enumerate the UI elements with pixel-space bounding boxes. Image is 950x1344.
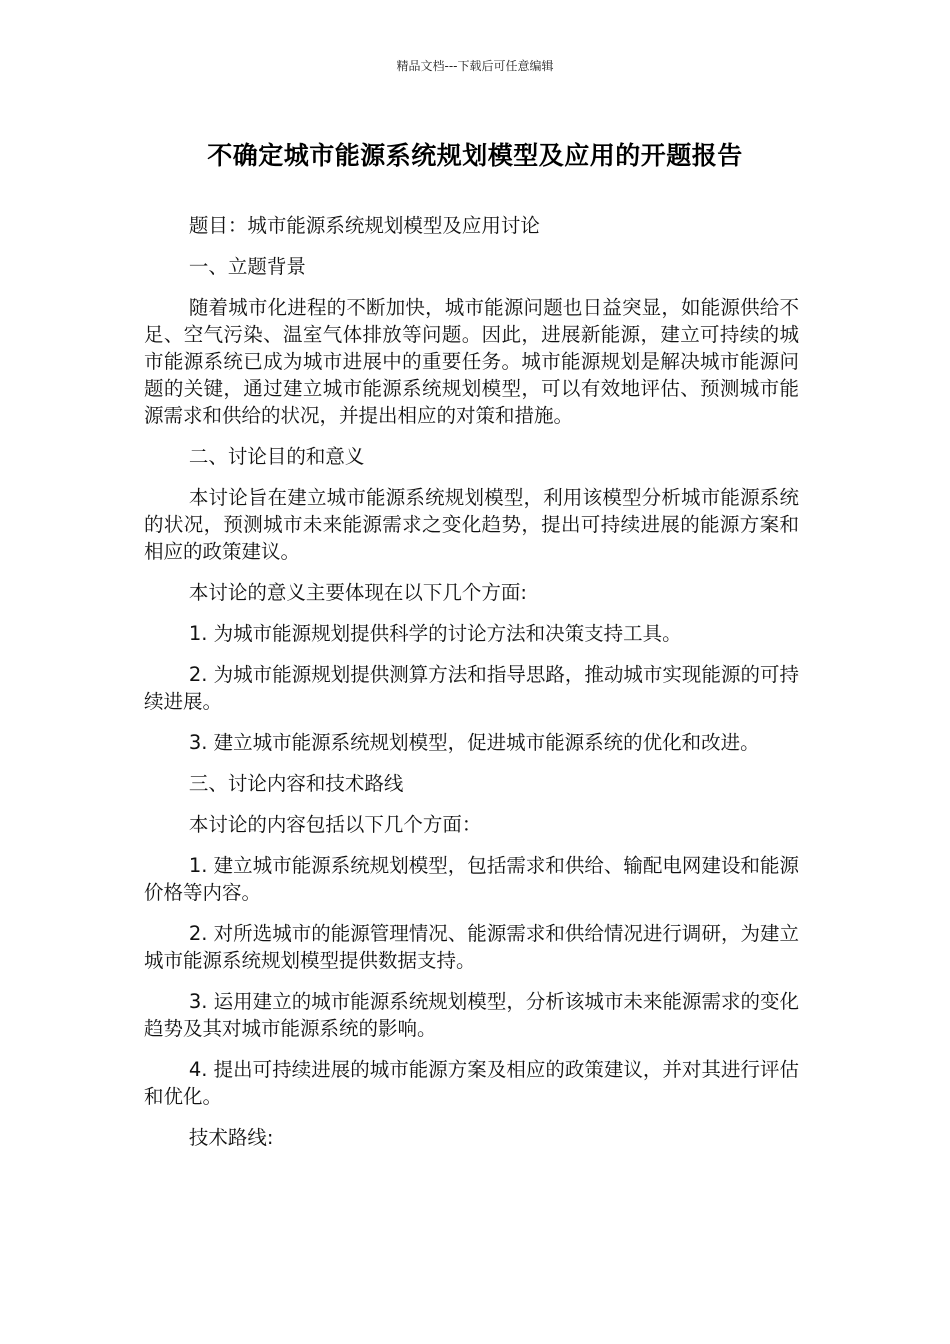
page-title: 不确定城市能源系统规划模型及应用的开题报告 — [207, 141, 743, 170]
paragraph-content-intro: 本讨论的内容包括以下几个方面： — [188, 813, 482, 836]
paragraph-significance-intro: 本讨论的意义主要体现在以下几个方面: — [188, 581, 527, 604]
list-item-significance-1: 1. 为城市能源规划提供科学的讨论方法和决策支持工具。 — [188, 622, 682, 645]
list-item-content-4: 4. 提出可持续进展的城市能源方案及相应的政策建议，并对其进行评估和优化。 — [144, 1058, 799, 1108]
list-item-content-3: 3. 运用建立的城市能源系统规划模型，分析该城市未来能源需求的变化趋势及其对城市能源系统的影响。 — [144, 990, 799, 1040]
list-item-content-2: 2. 对所选城市的能源管理情况、能源需求和供给情况进行调研，为建立城市能源系统规划模型提供数据支持。 — [144, 922, 799, 972]
list-item-significance-3: 3. 建立城市能源系统规划模型，促进城市能源系统的优化和改进。 — [188, 731, 760, 754]
body-text — [144, 212, 799, 1165]
paragraph-purpose: 本讨论旨在建立城市能源系统规划模型，利用该模型分析城市能源系统的状况，预测城市未来能源需求之变化趋势，提出可持续进展的能源方案和相应的政策建议。 — [144, 486, 799, 563]
list-item-significance-2: 2. 为城市能源规划提供测算方法和指导思路，推动城市实现能源的可持续进展。 — [144, 663, 799, 713]
list-item-content-1: 1. 建立城市能源系统规划模型，包括需求和供给、输配电网建设和能源价格等内容。 — [144, 854, 799, 904]
section-heading-background: 一、立题背景 — [188, 255, 306, 278]
paragraph-background: 随着城市化进程的不断加快，城市能源问题也日益突显，如能源供给不足、空气污染、温室气体排放等问题。因此，进展新能源，建立可持续的城市能源系统已成为城市进展中的重要任务。城市能源规划是解决城市能源问题的关键，通过建立城市能源系统规划模型，可以有效地评估、预测城市能源需求和供给的状况，并提出相应的对策和措施。 — [144, 296, 799, 427]
subject-line: 题目：城市能源系统规划模型及应用讨论 — [188, 214, 540, 237]
technical-route-label: 技术路线: — [188, 1126, 274, 1149]
header-note: 精品文档---下载后可任意编辑 — [396, 59, 554, 73]
section-heading-purpose: 二、讨论目的和意义 — [188, 445, 365, 468]
section-heading-content: 三、讨论内容和技术路线 — [188, 772, 404, 795]
